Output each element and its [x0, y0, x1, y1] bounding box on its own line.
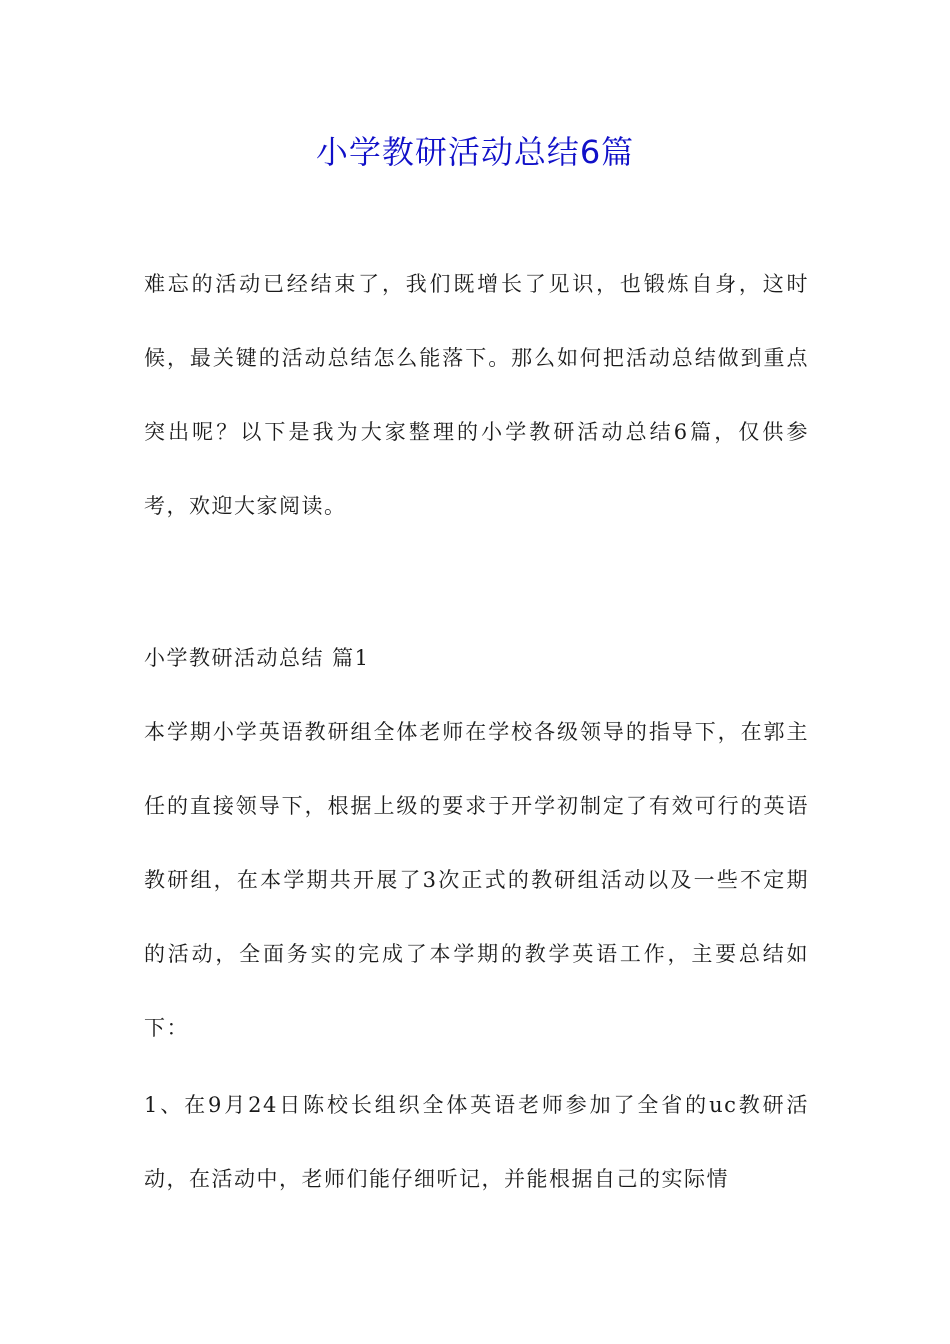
body-paragraph: 本学期小学英语教研组全体老师在学校各级领导的指导下，在郭主任的直接领导下，根据上级的要求于开学初制定了有效可行的英语教研组，在本学期共开展了3次正式的教研组活动以及一些不定期的活动，全面务实的完成了本学期的教学英语工作，主要总结如下： [144, 720, 809, 1040]
section-heading: 小学教研活动总结 篇1 [144, 646, 370, 670]
document-title: 小学教研活动总结6篇 [315, 133, 635, 171]
list-item: 1、在9月24日陈校长组织全体英语老师参加了全省的uc教研活动，在活动中，老师们能仔细听记，并能根据自己的实际情 [144, 1093, 809, 1191]
intro-paragraph: 难忘的活动已经结束了，我们既增长了见识，也锻炼自身，这时候，最关键的活动总结怎么能落下。那么如何把活动总结做到重点突出呢？以下是我为大家整理的小学教研活动总结6篇，仅供参考，欢迎大家阅读。 [144, 272, 809, 518]
